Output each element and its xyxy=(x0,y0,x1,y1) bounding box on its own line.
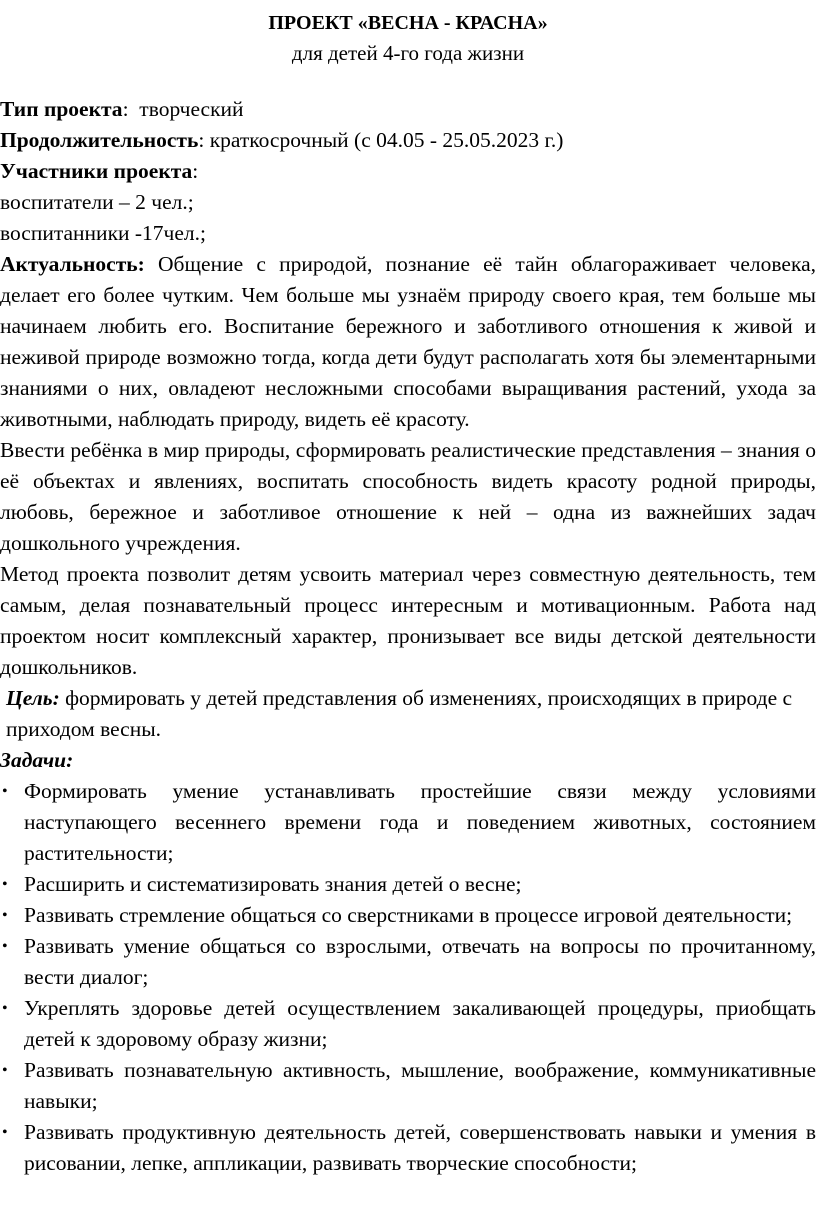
tasks-list xyxy=(0,776,816,1179)
tasks-heading: Задачи: xyxy=(0,748,74,772)
relevance-text: Общение с природой, познание её тайн облагораживает человека, делает его более чутким. Чем больше мы узнаём природу своего края, тем больше мы начинаем любить его. Воспитание бережного и заботливого отношения к живой и неживой природе возможно тогда, когда дети будут располагать хотя бы элементарными знаниями о них, овладеют несложными способами выращивания растений, ухода за животными, наблюдать природу, видеть её красоту. xyxy=(0,252,816,431)
participants-sep: : xyxy=(192,159,199,183)
task-item xyxy=(0,776,816,869)
task-item xyxy=(0,900,816,931)
bullet-icon: • xyxy=(2,783,8,800)
bullet-icon: • xyxy=(2,938,8,955)
method-paragraph: Метод проекта позволит детям усвоить материал через совместную деятельность, тем самым, делая познавательный процесс интересным и мотивационным. Работа над проектом носит комплексный характер, пронизывает все виды детской деятельности дошкольников. xyxy=(0,562,816,679)
task-text: Развивать стремление общаться со сверстниками в процессе игровой деятельности; xyxy=(24,903,793,927)
relevance-paragraph xyxy=(0,249,816,435)
task-item xyxy=(0,1117,816,1179)
document-subtitle: для детей 4-го года жизни xyxy=(291,41,525,65)
task-text: Формировать умение устанавливать простейшие связи между условиями наступающего весеннего времени года и поведением животных, состоянием растительности; xyxy=(24,779,816,865)
bullet-icon: • xyxy=(2,1124,8,1141)
bullet-icon: • xyxy=(2,876,8,893)
task-text: Расширить и систематизировать знания детей о весне; xyxy=(24,872,522,896)
participants-line xyxy=(0,156,816,187)
participant-item: воспитатели – 2 чел.; xyxy=(0,190,194,214)
task-item xyxy=(0,1055,816,1117)
relevance-label: Актуальность: xyxy=(0,252,145,276)
duration-line xyxy=(0,125,816,156)
goal-paragraph xyxy=(0,683,816,745)
goal-text: формировать у детей представления об изменениях, происходящих в природе с приходом весны. xyxy=(6,686,793,741)
duration-label: Продолжительность xyxy=(0,128,199,152)
project-type-value: творческий xyxy=(128,97,244,121)
duration-value: краткосрочный (с 04.05 - 25.05.2023 г.) xyxy=(204,128,564,152)
participants-label: Участники проекта xyxy=(0,159,193,183)
duration-sep: : xyxy=(198,128,205,152)
task-text: Развивать продуктивную деятельность детей, совершенствовать навыки и умения в рисовании, лепке, аппликации, развивать творческие способности; xyxy=(24,1120,816,1175)
task-item xyxy=(0,869,816,900)
task-text: Укреплять здоровье детей осуществлением закаливающей процедуры, приобщать детей к здоровому образу жизни; xyxy=(24,996,816,1051)
task-item xyxy=(0,931,816,993)
project-type-line xyxy=(0,94,816,125)
bullet-icon: • xyxy=(2,1062,8,1079)
goal-label: Цель: xyxy=(6,686,60,710)
task-item xyxy=(0,993,816,1055)
task-text: Развивать познавательную активность, мышление, воображение, коммуникативные навыки; xyxy=(24,1058,816,1113)
participant-item: воспитанники -17чел.; xyxy=(0,221,206,245)
document-title: ПРОЕКТ «ВЕСНА - КРАСНА» xyxy=(268,12,548,34)
project-type-label: Тип проекта xyxy=(0,97,123,121)
bullet-icon: • xyxy=(2,907,8,924)
project-type-sep: : xyxy=(122,97,129,121)
bullet-icon: • xyxy=(2,1000,8,1017)
intro-paragraph: Ввести ребёнка в мир природы, сформировать реалистические представления – знания о её объектах и явлениях, воспитать способность видеть красоту родной природы, любовь, бережное и заботливое отношение к ней – одна из важнейших задач дошкольного учреждения. xyxy=(0,438,816,555)
task-text: Развивать умение общаться со взрослыми, отвечать на вопросы по прочитанному, вести диалог; xyxy=(24,934,816,989)
